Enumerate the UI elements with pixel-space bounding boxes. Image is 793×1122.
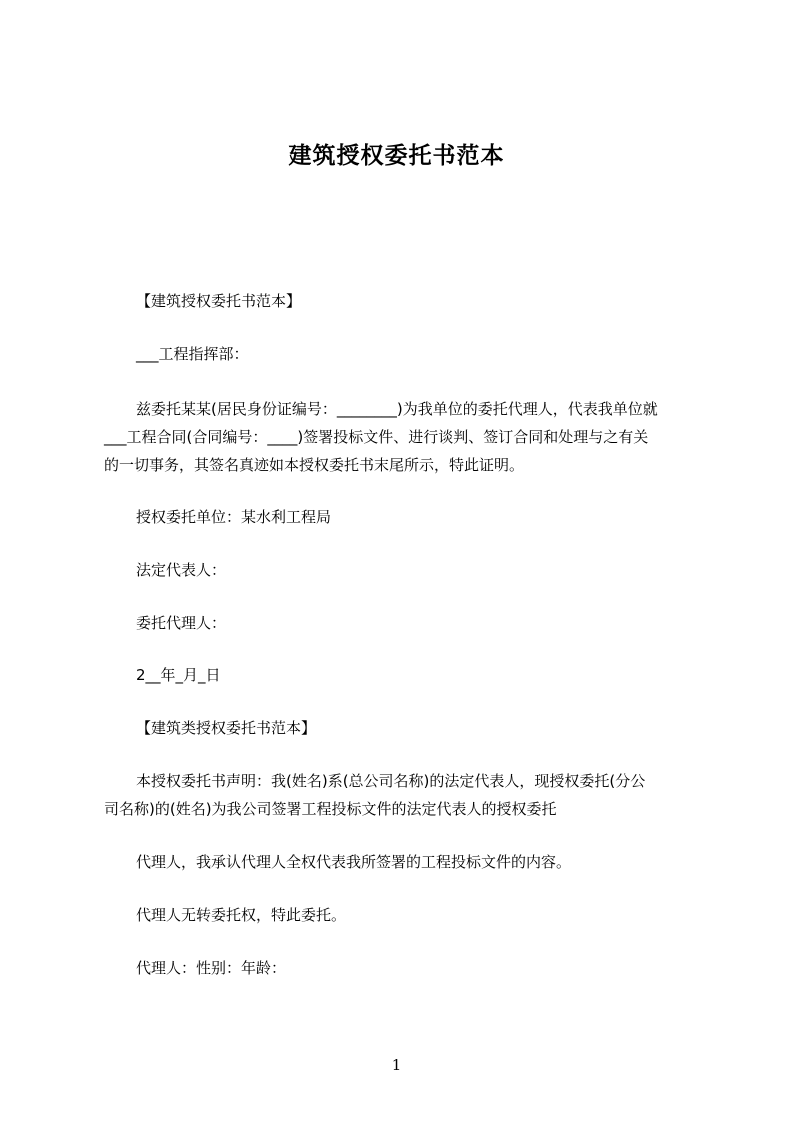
statement-paragraph-line: 代理人，我承认代理人全权代表我所签署的工程投标文件的内容。: [136, 853, 572, 871]
section-heading-building-category-authorization: 【建筑类授权委托书范本】: [136, 719, 317, 737]
date-line: 2__年_月_日: [136, 666, 221, 684]
no-sub-delegation-line: 代理人无转委托权，特此委托。: [136, 906, 347, 924]
salutation-line: ___工程指挥部：: [136, 345, 249, 363]
body-paragraph-line: 的一切事务，其签名真迹如本授权委托书末尾所示，特此证明。: [104, 456, 525, 474]
body-paragraph-line: ___工程合同(合同编号：____)签署投标文件、进行谈判、签订合同和处理与之有关: [104, 428, 649, 446]
agent-details-line: 代理人：性别：年龄：: [136, 959, 287, 977]
section-heading-building-authorization: 【建筑授权委托书范本】: [136, 292, 302, 310]
legal-representative-line: 法定代表人：: [136, 561, 227, 579]
document-title: 建筑授权委托书范本: [288, 143, 505, 169]
body-paragraph-line: 兹委托某某(居民身份证编号：________)为我单位的委托代理人，代表我单位就: [136, 400, 658, 418]
page-number: 1: [391, 1056, 402, 1074]
statement-paragraph-line: 本授权委托书声明：我(姓名)系(总公司名称)的法定代表人，现授权委托(分公: [136, 772, 646, 790]
authorizing-unit-line: 授权委托单位：某水利工程局: [136, 508, 332, 526]
authorized-agent-line: 委托代理人：: [136, 614, 227, 632]
statement-paragraph-line: 司名称)的(姓名)为我公司签署工程投标文件的法定代表人的授权委托: [104, 800, 557, 818]
